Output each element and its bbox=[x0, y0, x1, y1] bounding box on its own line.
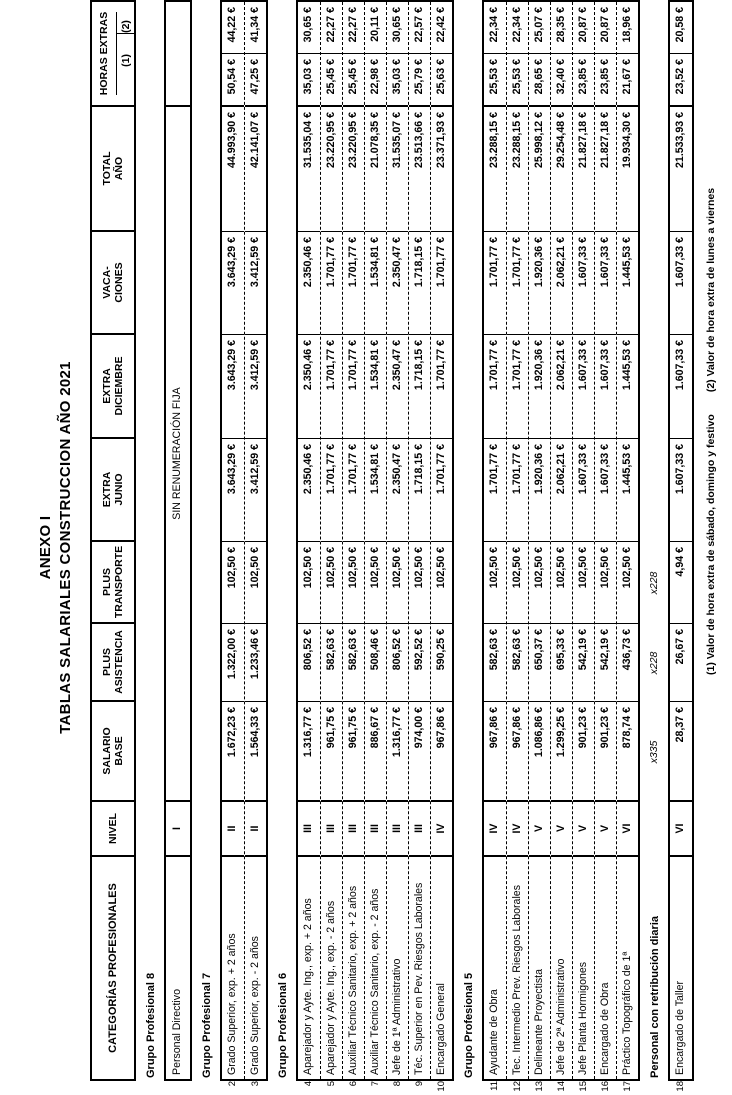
section-label: Personal con retribución diaria bbox=[649, 916, 661, 1078]
cell-tot: 23.288,15 € bbox=[507, 107, 528, 232]
cell-asis: 582,63 € bbox=[343, 624, 364, 702]
section-block bbox=[668, 0, 694, 1092]
cell-vac: 1.607,33 € bbox=[670, 232, 692, 335]
table-row bbox=[616, 2, 638, 1092]
cell-vac: 2.350,46 € bbox=[298, 232, 320, 335]
cell-h2: 20,87 € bbox=[595, 2, 616, 54]
row-number: 14 bbox=[556, 1081, 567, 1092]
cell-tot: 25.998,12 € bbox=[529, 107, 550, 232]
cell-jun: 1.701,77 € bbox=[343, 439, 364, 542]
document-title bbox=[36, 0, 76, 1095]
cell-asis: 806,52 € bbox=[298, 624, 320, 702]
cell-category: Práctico Topográfico de 1ª bbox=[621, 951, 633, 1075]
cell-category: Delineante Proyectista bbox=[533, 969, 545, 1075]
row-number: 18 bbox=[675, 1081, 686, 1092]
cell-sal: 901,23 € bbox=[573, 702, 594, 802]
cell-h2: 22,34 € bbox=[484, 2, 506, 54]
cell-vac: 1.701,77 € bbox=[507, 232, 528, 335]
table-row bbox=[364, 2, 386, 1087]
cell-h1: 47,25 € bbox=[245, 54, 266, 107]
cell-h1: 25,45 € bbox=[343, 54, 364, 107]
cell-h1: 25,45 € bbox=[321, 54, 342, 107]
row-number: 15 bbox=[578, 1081, 589, 1092]
section-label-row bbox=[640, 0, 668, 1081]
cell-sal: 974,00 € bbox=[409, 702, 430, 802]
cell-dic: 2.350,46 € bbox=[298, 335, 320, 439]
table-row bbox=[222, 2, 244, 1087]
cell-jun: 3.412,59 € bbox=[245, 439, 266, 542]
table-header-row bbox=[90, 0, 136, 1081]
cell-dic: 1.534,81 € bbox=[365, 335, 386, 439]
cell-trans: 102,50 € bbox=[365, 542, 386, 624]
cell-nivel: III bbox=[298, 802, 320, 857]
cell-h2: 20,11 € bbox=[365, 2, 386, 54]
row-number: 8 bbox=[392, 1081, 403, 1087]
cell-nivel: V bbox=[529, 802, 550, 857]
header-horas-sub-row bbox=[117, 20, 134, 87]
cell-sal: 1.672,23 € bbox=[222, 702, 244, 802]
cell-h1: 32,40 € bbox=[551, 54, 572, 107]
cell-nivel: III bbox=[409, 802, 430, 857]
cell-h2: 22,57 € bbox=[409, 2, 430, 54]
cell-nivel: I bbox=[166, 802, 190, 857]
cell-h2: 22,27 € bbox=[321, 2, 342, 54]
cell-category: Encargado de Obra bbox=[599, 982, 611, 1075]
cell-jun: 1.607,33 € bbox=[595, 439, 616, 542]
cell-dic: 1.718,15 € bbox=[409, 335, 430, 439]
cell-trans: 102,50 € bbox=[484, 542, 506, 624]
cell-h1: 21,67 € bbox=[617, 54, 638, 107]
cell-trans: 102,50 € bbox=[573, 542, 594, 624]
cell-h1: 35,03 € bbox=[387, 54, 408, 107]
cell-jun: 3.643,29 € bbox=[222, 439, 244, 542]
cell-category: Tec. Intermedio Prev. Riesgos Laborales bbox=[511, 885, 523, 1075]
cell-jun: 1.701,77 € bbox=[431, 439, 452, 542]
cell-tot: 21.827,18 € bbox=[573, 107, 594, 232]
cell-asis: 582,63 € bbox=[507, 624, 528, 702]
table-row bbox=[506, 2, 528, 1092]
cell-category: Personal Directivo bbox=[171, 989, 183, 1075]
cell-h2: 22,27 € bbox=[343, 2, 364, 54]
cell-vac: 1.920,36 € bbox=[529, 232, 550, 335]
table-row bbox=[298, 2, 320, 1087]
header-horas-2: (2) bbox=[117, 20, 134, 34]
cell-vac: 1.718,15 € bbox=[409, 232, 430, 335]
cell-vac: 1.701,77 € bbox=[343, 232, 364, 335]
cell-sal: 1.299,25 € bbox=[551, 702, 572, 802]
cell-tot: 21.533,93 € bbox=[670, 107, 692, 232]
row-number: 5 bbox=[326, 1081, 337, 1087]
cell-category: Grado Superior, exp. + 2 años bbox=[226, 933, 238, 1075]
header-line: DICIEMBRE bbox=[113, 356, 125, 416]
cell-sal: 1.316,77 € bbox=[298, 702, 320, 802]
table-row bbox=[386, 2, 408, 1087]
cell-jun: 1.445,53 € bbox=[617, 439, 638, 542]
row-number: 16 bbox=[600, 1081, 611, 1092]
cell-category: Jefe Planta Hormigones bbox=[577, 961, 589, 1075]
cell-vac: 1.701,77 € bbox=[321, 232, 342, 335]
cell-tot: 44.993,90 € bbox=[222, 107, 244, 232]
cell-h2: 44,22 € bbox=[222, 2, 244, 54]
cell-nivel: V bbox=[573, 802, 594, 857]
cell-trans: 102,50 € bbox=[431, 542, 452, 624]
cell-nivel: II bbox=[222, 802, 244, 857]
cell-trans: 102,50 € bbox=[245, 542, 266, 624]
table-row bbox=[430, 2, 452, 1092]
cell-asis: 582,63 € bbox=[321, 624, 342, 702]
cell-trans: 4,94 € bbox=[670, 542, 692, 624]
cell-h2: 30,65 € bbox=[298, 2, 320, 54]
section-label-row bbox=[192, 0, 220, 1081]
cell-dic: 1.701,77 € bbox=[431, 335, 452, 439]
cell-category: Ayudante de Obra bbox=[488, 989, 500, 1075]
cell-dic: 1.701,77 € bbox=[321, 335, 342, 439]
header-extra-diciembre bbox=[92, 335, 134, 439]
header-line: CIONES bbox=[113, 262, 125, 303]
cell-h2: 25,07 € bbox=[529, 2, 550, 54]
header-line: TRANSPORTE bbox=[113, 545, 125, 619]
cell-asis: 542,19 € bbox=[595, 624, 616, 702]
table-body bbox=[136, 0, 694, 1092]
cell-vac: 1.534,81 € bbox=[365, 232, 386, 335]
multiplier: x335 bbox=[648, 740, 660, 764]
header-horas-extras bbox=[92, 2, 134, 107]
cell-tot: 31.535,07 € bbox=[387, 107, 408, 232]
section-label-row bbox=[136, 0, 164, 1081]
table-row bbox=[320, 2, 342, 1087]
cell-h1: 28,65 € bbox=[529, 54, 550, 107]
cell-vac: 1.607,33 € bbox=[573, 232, 594, 335]
cell-sal: 967,86 € bbox=[431, 702, 452, 802]
cell-h1: 23,52 € bbox=[670, 54, 692, 107]
cell-tot: 31.535,04 € bbox=[298, 107, 320, 232]
header-line: BASE bbox=[113, 736, 125, 766]
cell-tot: 23.220,95 € bbox=[321, 107, 342, 232]
cell-nivel: IV bbox=[484, 802, 506, 857]
cell-jun: 1.718,15 € bbox=[409, 439, 430, 542]
cell-asis: 26,67 € bbox=[670, 624, 692, 702]
cell-dic: 2.350,47 € bbox=[387, 335, 408, 439]
cell-dic: 1.445,53 € bbox=[617, 335, 638, 439]
row-number: 10 bbox=[436, 1081, 447, 1092]
row-number: 3 bbox=[250, 1081, 261, 1087]
header-line: EXTRA bbox=[101, 368, 113, 404]
cell-sal: 961,75 € bbox=[321, 702, 342, 802]
section-label: Grupo Profesional 6 bbox=[277, 972, 289, 1078]
cell-h1: 50,54 € bbox=[222, 54, 244, 107]
cell-nivel: V bbox=[551, 802, 572, 857]
cell-jun: 2.350,46 € bbox=[298, 439, 320, 542]
cell-trans: 102,50 € bbox=[321, 542, 342, 624]
header-line: SALARIO bbox=[101, 727, 113, 775]
header-nivel: NIVEL bbox=[92, 802, 134, 857]
table-row bbox=[342, 2, 364, 1087]
cell-h1: 25,53 € bbox=[484, 54, 506, 107]
cell-h2: 28,35 € bbox=[551, 2, 572, 54]
cell-sal: 28,37 € bbox=[670, 702, 692, 802]
row-number: 6 bbox=[348, 1081, 359, 1087]
header-line: EXTRA bbox=[101, 471, 113, 508]
cell-asis: 542,19 € bbox=[573, 624, 594, 702]
table-row bbox=[528, 2, 550, 1092]
cell-dic: 1.701,77 € bbox=[343, 335, 364, 439]
cell-jun: 1.920,36 € bbox=[529, 439, 550, 542]
cell-h1: 25,79 € bbox=[409, 54, 430, 107]
cell-sal: 1.316,77 € bbox=[387, 702, 408, 802]
table-row bbox=[594, 2, 616, 1092]
cell-jun: 1.534,81 € bbox=[365, 439, 386, 542]
cell-trans: 102,50 € bbox=[298, 542, 320, 624]
cell-nivel: III bbox=[387, 802, 408, 857]
cell-asis: 806,52 € bbox=[387, 624, 408, 702]
cell-nivel: IV bbox=[507, 802, 528, 857]
cell-sal: 878,74 € bbox=[617, 702, 638, 802]
cell-dic: 1.607,33 € bbox=[573, 335, 594, 439]
cell-asis: 582,63 € bbox=[484, 624, 506, 702]
cell-horas-empty bbox=[166, 2, 190, 107]
cell-h1: 25,53 € bbox=[507, 54, 528, 107]
table-row bbox=[550, 2, 572, 1092]
footnotes bbox=[705, 188, 717, 675]
cell-category: Jefe de 1ª Administrativo bbox=[391, 958, 403, 1075]
cell-vac: 3.643,29 € bbox=[222, 232, 244, 335]
cell-h1: 25,63 € bbox=[431, 54, 452, 107]
cell-sal: 886,67 € bbox=[365, 702, 386, 802]
row-number: 12 bbox=[512, 1081, 523, 1092]
cell-nivel: IV bbox=[431, 802, 452, 857]
cell-dic: 1.607,33 € bbox=[670, 335, 692, 439]
cell-nivel: III bbox=[365, 802, 386, 857]
cell-vac: 1.607,33 € bbox=[595, 232, 616, 335]
cell-h1: 23,85 € bbox=[573, 54, 594, 107]
cell-jun: 1.607,33 € bbox=[670, 439, 692, 542]
header-horas-extras-label: HORAS EXTRAS bbox=[92, 12, 117, 95]
cell-tot: 29.254,48 € bbox=[551, 107, 572, 232]
cell-category: Grado Superior, exp. - 2 años bbox=[249, 936, 261, 1075]
header-plus-asistencia bbox=[92, 624, 134, 702]
section-block bbox=[220, 0, 268, 1087]
cell-jun: 1.701,77 € bbox=[507, 439, 528, 542]
cell-asis: 1.233,46 € bbox=[245, 624, 266, 702]
cell-h2: 20,58 € bbox=[670, 2, 692, 54]
cell-h1: 22,98 € bbox=[365, 54, 386, 107]
row-number: 2 bbox=[227, 1081, 238, 1087]
cell-jun: 2.062,21 € bbox=[551, 439, 572, 542]
cell-asis: 1.322,00 € bbox=[222, 624, 244, 702]
table-row bbox=[572, 2, 594, 1092]
cell-jun: 1.701,77 € bbox=[484, 439, 506, 542]
cell-asis: 695,33 € bbox=[551, 624, 572, 702]
cell-trans: 102,50 € bbox=[529, 542, 550, 624]
row-number: 4 bbox=[303, 1081, 314, 1087]
cell-jun: 2.350,47 € bbox=[387, 439, 408, 542]
cell-asis: 436,73 € bbox=[617, 624, 638, 702]
cell-nivel: III bbox=[321, 802, 342, 857]
cell-trans: 102,50 € bbox=[595, 542, 616, 624]
cell-dic: 1.701,77 € bbox=[484, 335, 506, 439]
row-number: 9 bbox=[414, 1081, 425, 1087]
cell-dic: 1.701,77 € bbox=[507, 335, 528, 439]
section-label-row bbox=[454, 0, 482, 1081]
cell-nivel: VI bbox=[670, 802, 692, 857]
footnote-1: (1) Valor de hora extra de sábado, domingo y festivo bbox=[705, 414, 717, 675]
cell-vac: 1.701,77 € bbox=[431, 232, 452, 335]
section-block bbox=[296, 0, 454, 1092]
header-line: AÑO bbox=[113, 156, 125, 181]
cell-trans: 102,50 € bbox=[222, 542, 244, 624]
cell-tot: 23.220,95 € bbox=[343, 107, 364, 232]
cell-h1: 23,85 € bbox=[595, 54, 616, 107]
cell-nivel: II bbox=[245, 802, 266, 857]
cell-sal: 967,86 € bbox=[507, 702, 528, 802]
cell-tot: 21.078,35 € bbox=[365, 107, 386, 232]
multiplier: x228 bbox=[648, 651, 660, 675]
salary-table bbox=[90, 0, 694, 1092]
cell-vac: 1.701,77 € bbox=[484, 232, 506, 335]
cell-h2: 18,96 € bbox=[617, 2, 638, 54]
cell-vac: 2.350,47 € bbox=[387, 232, 408, 335]
cell-h2: 30,65 € bbox=[387, 2, 408, 54]
header-horas-1: (1) bbox=[119, 54, 132, 67]
table-row bbox=[670, 2, 692, 1092]
cell-sal: 961,75 € bbox=[343, 702, 364, 802]
cell-category: Auxiliar Técnico Sanitario, exp. + 2 años bbox=[347, 885, 359, 1075]
cell-tot: 19.934,30 € bbox=[617, 107, 638, 232]
section-label-row bbox=[268, 0, 296, 1081]
cell-tot: 21.827,18 € bbox=[595, 107, 616, 232]
section-label: Grupo Profesional 5 bbox=[463, 972, 475, 1078]
cell-h2: 20,87 € bbox=[573, 2, 594, 54]
footnote-2: (2) Valor de hora extra de lunes a viernes bbox=[705, 187, 717, 393]
cell-h1: 35,03 € bbox=[298, 54, 320, 107]
cell-sal: 967,86 € bbox=[484, 702, 506, 802]
cell-tot: 23.288,15 € bbox=[484, 107, 506, 232]
cell-sin-renumeracion: SIN RENUMERACIÓN FIJA bbox=[166, 107, 190, 802]
cell-nivel: III bbox=[343, 802, 364, 857]
header-line: PLUS bbox=[101, 568, 113, 597]
cell-category: Jefe de 2ª Administrativo bbox=[555, 958, 567, 1075]
cell-dic: 1.920,36 € bbox=[529, 335, 550, 439]
row-number: 11 bbox=[489, 1081, 500, 1091]
cell-category: Encargado General bbox=[435, 983, 447, 1075]
header-total-ano bbox=[92, 107, 134, 232]
section-label: Grupo Profesional 7 bbox=[201, 972, 213, 1078]
cell-trans: 102,50 € bbox=[409, 542, 430, 624]
cell-trans: 102,50 € bbox=[551, 542, 572, 624]
cell-trans: 102,50 € bbox=[387, 542, 408, 624]
cell-tot: 23.371,93 € bbox=[431, 107, 452, 232]
cell-sal: 1.564,33 € bbox=[245, 702, 266, 802]
row-number: 17 bbox=[622, 1081, 633, 1092]
document-title-line2: TABLAS SALARIALES CONSTRUCCION AÑO 2021 bbox=[57, 361, 74, 734]
cell-category: Téc. Superior en Pev. Riesgos Laborales bbox=[413, 882, 425, 1075]
cell-dic: 3.643,29 € bbox=[222, 335, 244, 439]
multiplier: x228 bbox=[648, 571, 660, 595]
cell-sal: 1.086,86 € bbox=[529, 702, 550, 802]
cell-dic: 1.607,33 € bbox=[595, 335, 616, 439]
row-number: 13 bbox=[534, 1081, 545, 1092]
header-line: VACA- bbox=[101, 266, 113, 299]
table-row bbox=[244, 2, 266, 1087]
table-row bbox=[484, 2, 506, 1091]
cell-jun: 1.607,33 € bbox=[573, 439, 594, 542]
cell-vac: 2.062,21 € bbox=[551, 232, 572, 335]
cell-dic: 2.062,21 € bbox=[551, 335, 572, 439]
document-title-line1: ANEXO I bbox=[37, 515, 54, 580]
section-label: Grupo Profesional 8 bbox=[145, 972, 157, 1078]
cell-nivel: V bbox=[595, 802, 616, 857]
cell-asis: 508,46 € bbox=[365, 624, 386, 702]
table-row bbox=[166, 2, 190, 1079]
cell-vac: 1.445,53 € bbox=[617, 232, 638, 335]
header-vacaciones bbox=[92, 232, 134, 335]
cell-category: Auxiliar Técnico Sanitario, exp. - 2 años bbox=[369, 888, 381, 1075]
cell-trans: 102,50 € bbox=[343, 542, 364, 624]
cell-asis: 650,37 € bbox=[529, 624, 550, 702]
cell-tot: 23.513,66 € bbox=[409, 107, 430, 232]
section-block bbox=[164, 0, 192, 1081]
header-plus-transporte bbox=[92, 542, 134, 624]
cell-tot: 42.141,07 € bbox=[245, 107, 266, 232]
cell-nivel: VI bbox=[617, 802, 638, 857]
cell-asis: 590,25 € bbox=[431, 624, 452, 702]
header-line: TOTAL bbox=[101, 151, 113, 186]
header-salario-base bbox=[92, 702, 134, 802]
cell-category: Encargado de Taller bbox=[674, 980, 686, 1075]
table-row bbox=[408, 2, 430, 1087]
cell-jun: 1.701,77 € bbox=[321, 439, 342, 542]
header-line: JUNIO bbox=[113, 473, 125, 506]
header-line: PLUS bbox=[101, 648, 113, 677]
cell-trans: 102,50 € bbox=[507, 542, 528, 624]
header-line: ASISTENCIA bbox=[113, 630, 125, 694]
header-categorias-profesionales: CATEGORÍAS PROFESIONALES bbox=[107, 883, 119, 1053]
header-extra-junio bbox=[92, 439, 134, 542]
cell-category: Aparejador y Ayte. Ing., exp. - 2 años bbox=[325, 900, 337, 1075]
cell-sal: 901,23 € bbox=[595, 702, 616, 802]
cell-vac: 3.412,59 € bbox=[245, 232, 266, 335]
row-number: 7 bbox=[370, 1081, 381, 1087]
cell-asis: 592,52 € bbox=[409, 624, 430, 702]
cell-category: Aparejador y Ayte. Ing., exp. + 2 años bbox=[302, 898, 314, 1075]
cell-h2: 22,34 € bbox=[507, 2, 528, 54]
cell-h2: 22,42 € bbox=[431, 2, 452, 54]
cell-h2: 41,34 € bbox=[245, 2, 266, 54]
cell-dic: 3.412,59 € bbox=[245, 335, 266, 439]
section-block bbox=[482, 0, 640, 1092]
cell-trans: 102,50 € bbox=[617, 542, 638, 624]
